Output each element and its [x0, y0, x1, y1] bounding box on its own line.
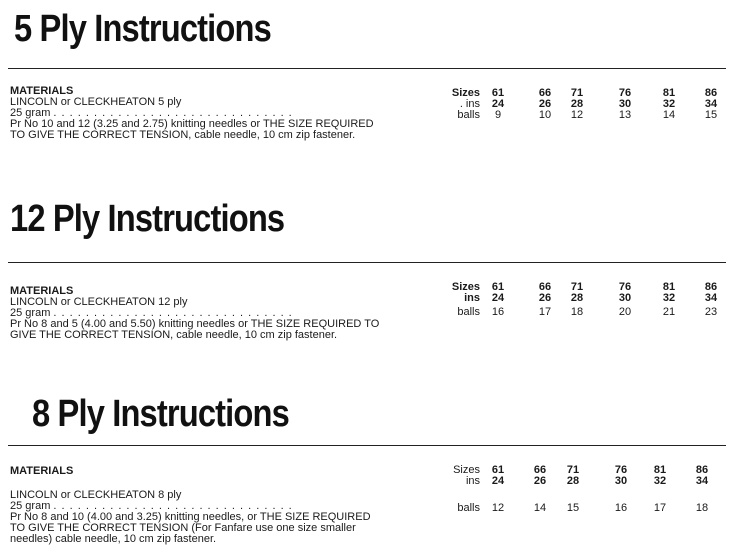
balls-cell: 17 [538, 306, 552, 318]
ins-cell: 32 [653, 475, 667, 487]
balls-cell: 17 [653, 502, 667, 514]
ins-row [440, 293, 726, 304]
size-cell: 61 [491, 281, 505, 293]
ins-row [440, 99, 726, 110]
ins-cell: 34 [704, 292, 718, 304]
balls-label: balls [457, 502, 480, 514]
needles-line: needles) cable needle, 10 cm zip fastener. [10, 533, 217, 545]
divider-rule [8, 262, 726, 263]
balls-cell: 15 [704, 109, 718, 121]
sizes-label: Sizes [453, 464, 480, 476]
ins-cell: 32 [662, 98, 676, 110]
balls-cell: 12 [491, 502, 505, 514]
ins-cell: 30 [614, 475, 628, 487]
sizes-label: Sizes [451, 87, 480, 99]
size-cell: 61 [491, 87, 505, 99]
ins-label: ins [465, 475, 480, 487]
balls-cell: 18 [695, 502, 709, 514]
size-cell: 86 [704, 87, 718, 99]
divider-rule [8, 445, 726, 446]
balls-cell: 9 [494, 109, 502, 121]
sizes-table [440, 282, 726, 318]
balls-cell: 14 [533, 502, 547, 514]
balls-cell: 20 [618, 306, 632, 318]
sizes-table [440, 465, 726, 514]
section-heading: 12 Ply Instructions [10, 198, 285, 240]
balls-cell: 23 [704, 306, 718, 318]
size-cell: 81 [653, 464, 667, 476]
needles-line: TO GIVE THE CORRECT TENSION (For Fanfare use one size smaller [10, 522, 356, 534]
size-cell: 86 [695, 464, 709, 476]
ins-cell: 32 [662, 292, 676, 304]
size-cell: 81 [662, 87, 676, 99]
size-cell: 81 [662, 281, 676, 293]
ins-cell: 24 [491, 475, 505, 487]
balls-cell: 16 [491, 306, 505, 318]
sizes-row [440, 282, 726, 293]
sizes-row [440, 465, 726, 476]
ins-cell: 28 [570, 292, 584, 304]
yarn-line: LINCOLN or CLECKHEATON 12 ply [10, 296, 188, 308]
leader-dots: . . . . . . . . . . . . . . . . . . . . . . . . . . . . . . [53, 107, 293, 119]
materials-label: MATERIALS [10, 465, 74, 477]
balls-cell: 14 [662, 109, 676, 121]
materials-block [10, 466, 371, 545]
sizes-table [440, 88, 726, 121]
size-cell: 66 [538, 281, 552, 293]
gram-line: 25 gram . . . . . . . . . . . . . . . . . . . . . . . . . . . . . . [10, 107, 293, 119]
size-cell: 76 [618, 281, 632, 293]
balls-row [440, 503, 726, 514]
sizes-row [440, 88, 726, 99]
balls-cell: 10 [538, 109, 552, 121]
sizes-label: Sizes [451, 281, 480, 293]
gram-line: 25 gram . . . . . . . . . . . . . . . . . . . . . . . . . . . . . . [10, 500, 293, 512]
balls-row [440, 110, 726, 121]
needles-line: Pr No 8 and 10 (4.00 and 3.25) knitting needles, or THE SIZE REQUIRED [10, 511, 371, 523]
size-cell: 71 [570, 87, 584, 99]
needles-line: GIVE THE CORRECT TENSION, cable needle, 10 cm zip fastener. [10, 329, 338, 341]
balls-cell: 12 [570, 109, 584, 121]
ins-cell: 26 [538, 292, 552, 304]
size-cell: 76 [618, 87, 632, 99]
size-cell: 71 [570, 281, 584, 293]
gram-line: 25 gram . . . . . . . . . . . . . . . . . . . . . . . . . . . . . . [10, 307, 293, 319]
balls-cell: 21 [662, 306, 676, 318]
balls-row [440, 307, 726, 318]
size-cell: 61 [491, 464, 505, 476]
balls-cell: 15 [566, 502, 580, 514]
materials-label: MATERIALS [10, 85, 74, 97]
needles-line: Pr No 10 and 12 (3.25 and 2.75) knitting needles or THE SIZE REQUIRED [10, 118, 374, 130]
section-heading: 5 Ply Instructions [14, 8, 271, 50]
ins-cell: 30 [618, 292, 632, 304]
balls-cell: 13 [618, 109, 632, 121]
ins-cell: 24 [491, 292, 505, 304]
ins-cell: 30 [618, 98, 632, 110]
size-cell: 86 [704, 281, 718, 293]
yarn-line: LINCOLN or CLECKHEATON 8 ply [10, 489, 182, 501]
materials-label: MATERIALS [10, 285, 74, 297]
divider-rule [8, 68, 726, 69]
needles-line: TO GIVE THE CORRECT TENSION, cable needle, 10 cm zip fastener. [10, 129, 356, 141]
size-cell: 66 [538, 87, 552, 99]
size-cell: 66 [533, 464, 547, 476]
leader-dots: . . . . . . . . . . . . . . . . . . . . . . . . . . . . . . [53, 307, 293, 319]
ins-cell: 26 [533, 475, 547, 487]
balls-cell: 18 [570, 306, 584, 318]
materials-block [10, 286, 379, 341]
balls-label: balls [457, 109, 480, 121]
ins-cell: 28 [570, 98, 584, 110]
balls-label: balls [457, 306, 480, 318]
ins-cell: 34 [704, 98, 718, 110]
ins-label: ins [464, 292, 480, 304]
needles-line: Pr No 8 and 5 (4.00 and 5.50) knitting needles or THE SIZE REQUIRED TO [10, 318, 380, 330]
ins-label: . ins [459, 98, 480, 110]
materials-block [10, 86, 374, 141]
size-cell: 76 [614, 464, 628, 476]
balls-cell: 16 [614, 502, 628, 514]
yarn-line: LINCOLN or CLECKHEATON 5 ply [10, 96, 182, 108]
size-cell: 71 [566, 464, 580, 476]
ins-row [440, 476, 726, 487]
ins-cell: 26 [538, 98, 552, 110]
section-heading: 8 Ply Instructions [32, 393, 289, 435]
ins-cell: 28 [566, 475, 580, 487]
ins-cell: 24 [491, 98, 505, 110]
ins-cell: 34 [695, 475, 709, 487]
leader-dots: . . . . . . . . . . . . . . . . . . . . . . . . . . . . . . [53, 500, 293, 512]
